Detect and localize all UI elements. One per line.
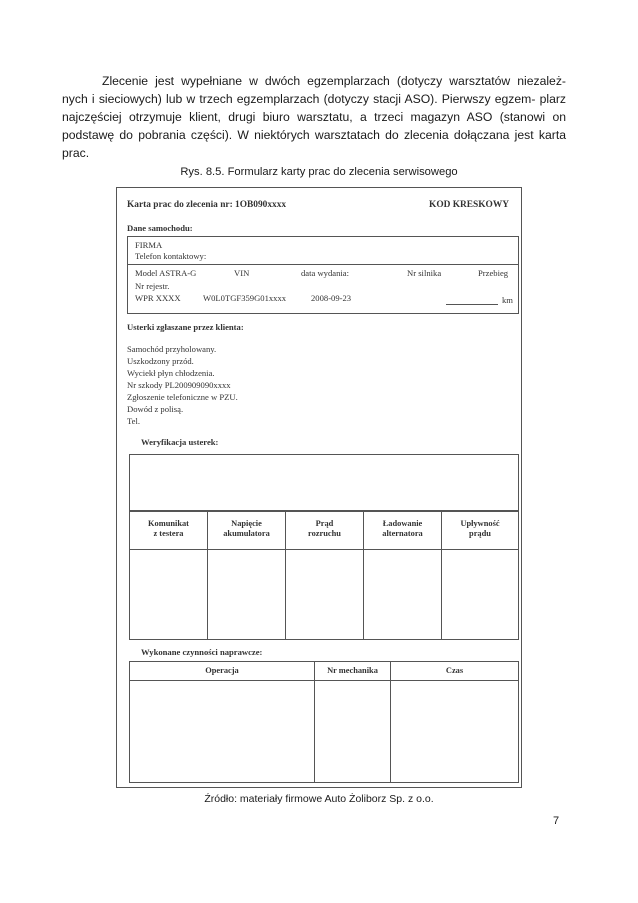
engine-no-label: Nr silnika [407,268,442,278]
reg-no-label: Nr rejestr. [135,281,170,291]
barcode-label: KOD KRESKOWY [429,200,509,210]
repairs-section-label: Wykonane czynności naprawcze: [141,647,263,657]
mileage-label: Przebieg [478,268,509,278]
header-line: akumulatora [223,529,270,538]
firm-name: FIRMA [135,240,163,250]
issue-date-value: 2008-09-23 [311,293,352,303]
header-line: prądu [469,529,491,538]
reg-no-value: WPR XXXX [135,293,181,303]
work-card-form [116,187,522,788]
header-operation: Operacja [205,666,239,675]
mileage-unit: km [502,295,513,305]
paragraph-line: karta prac. [62,128,566,160]
vin-value: W0L0TGF359G01xxxx [203,293,287,303]
table-header-divider [130,549,518,550]
fault-item: Dowód z polisą. [127,404,184,414]
faults-section-label: Usterki zgłaszane przez klienta: [127,322,244,332]
header-time: Czas [445,666,464,675]
vehicle-section-label: Dane samochodu: [127,223,193,233]
paragraph-line: nych i sieciowych) lub w trzech egzemplarzach (dotyczy stacji ASO). Pierwszy egzem- [62,92,536,106]
measurements-table [129,510,519,640]
issue-date-label: data wydania: [301,268,349,278]
header-line: z testera [153,529,184,538]
header-line: Prąd [315,519,334,528]
paragraph-line: Zlecenie jest wypełniane w dwóch egzemplarzach (dotyczy warsztatów niezależ- [102,74,566,88]
header-line: Napięcie [231,519,262,528]
contact-phone-label: Telefon kontaktowy: [135,251,207,261]
figure-caption: Rys. 8.5. Formularz karty prac do zlecenia serwisowego [180,166,458,178]
vehicle-divider [128,264,518,265]
form-title: Karta prac do zlecenia nr: 1OB090xxxx [127,200,287,210]
table-header-divider [130,680,518,681]
header-line: Ładowanie [382,519,423,528]
header-starter-current [286,519,363,539]
verification-section-label: Weryfikacja usterek: [141,437,219,447]
paragraph-line: on podstawę do pobrania części). W niektórych warsztatach do zlecenia dołączana jest [62,110,567,142]
fault-item: Samochód przyholowany. [127,344,217,354]
vehicle-data-box [127,236,519,314]
header-battery-voltage [208,519,285,539]
fault-item: Wyciekł płyn chłodzenia. [127,368,215,378]
header-current-leakage [442,519,518,539]
vin-label: VIN [234,268,250,278]
fault-item: Nr szkody PL200909090xxxx [127,380,231,390]
fault-item: Uszkodzony przód. [127,356,194,366]
verification-box [129,454,519,512]
header-line: Komunikat [148,519,189,528]
header-line: Upływność [460,519,500,528]
header-mechanic-no: Nr mechanika [327,666,378,675]
header-alternator-charging [364,519,441,539]
model-value: Model ASTRA-G [135,268,197,278]
figure-source: Źródło: materiały firmowe Auto Żoliborz Sp. z o.o. [204,793,434,805]
paragraph-line: plarz najczęściej otrzymuje klient, drugi biuro warsztatu, a trzeci magazyn ASO (stanowi [62,92,566,124]
mileage-blank-line [446,304,498,305]
fault-item: Zgłoszenie telefoniczne w PZU. [127,392,238,402]
fault-item: Tel. [127,416,140,426]
header-line: alternatora [382,529,423,538]
header-line: rozruchu [308,529,341,538]
repairs-table [129,661,519,783]
page-number: 7 [553,815,560,827]
intro-paragraph [62,72,566,162]
header-tester-message [130,519,207,539]
